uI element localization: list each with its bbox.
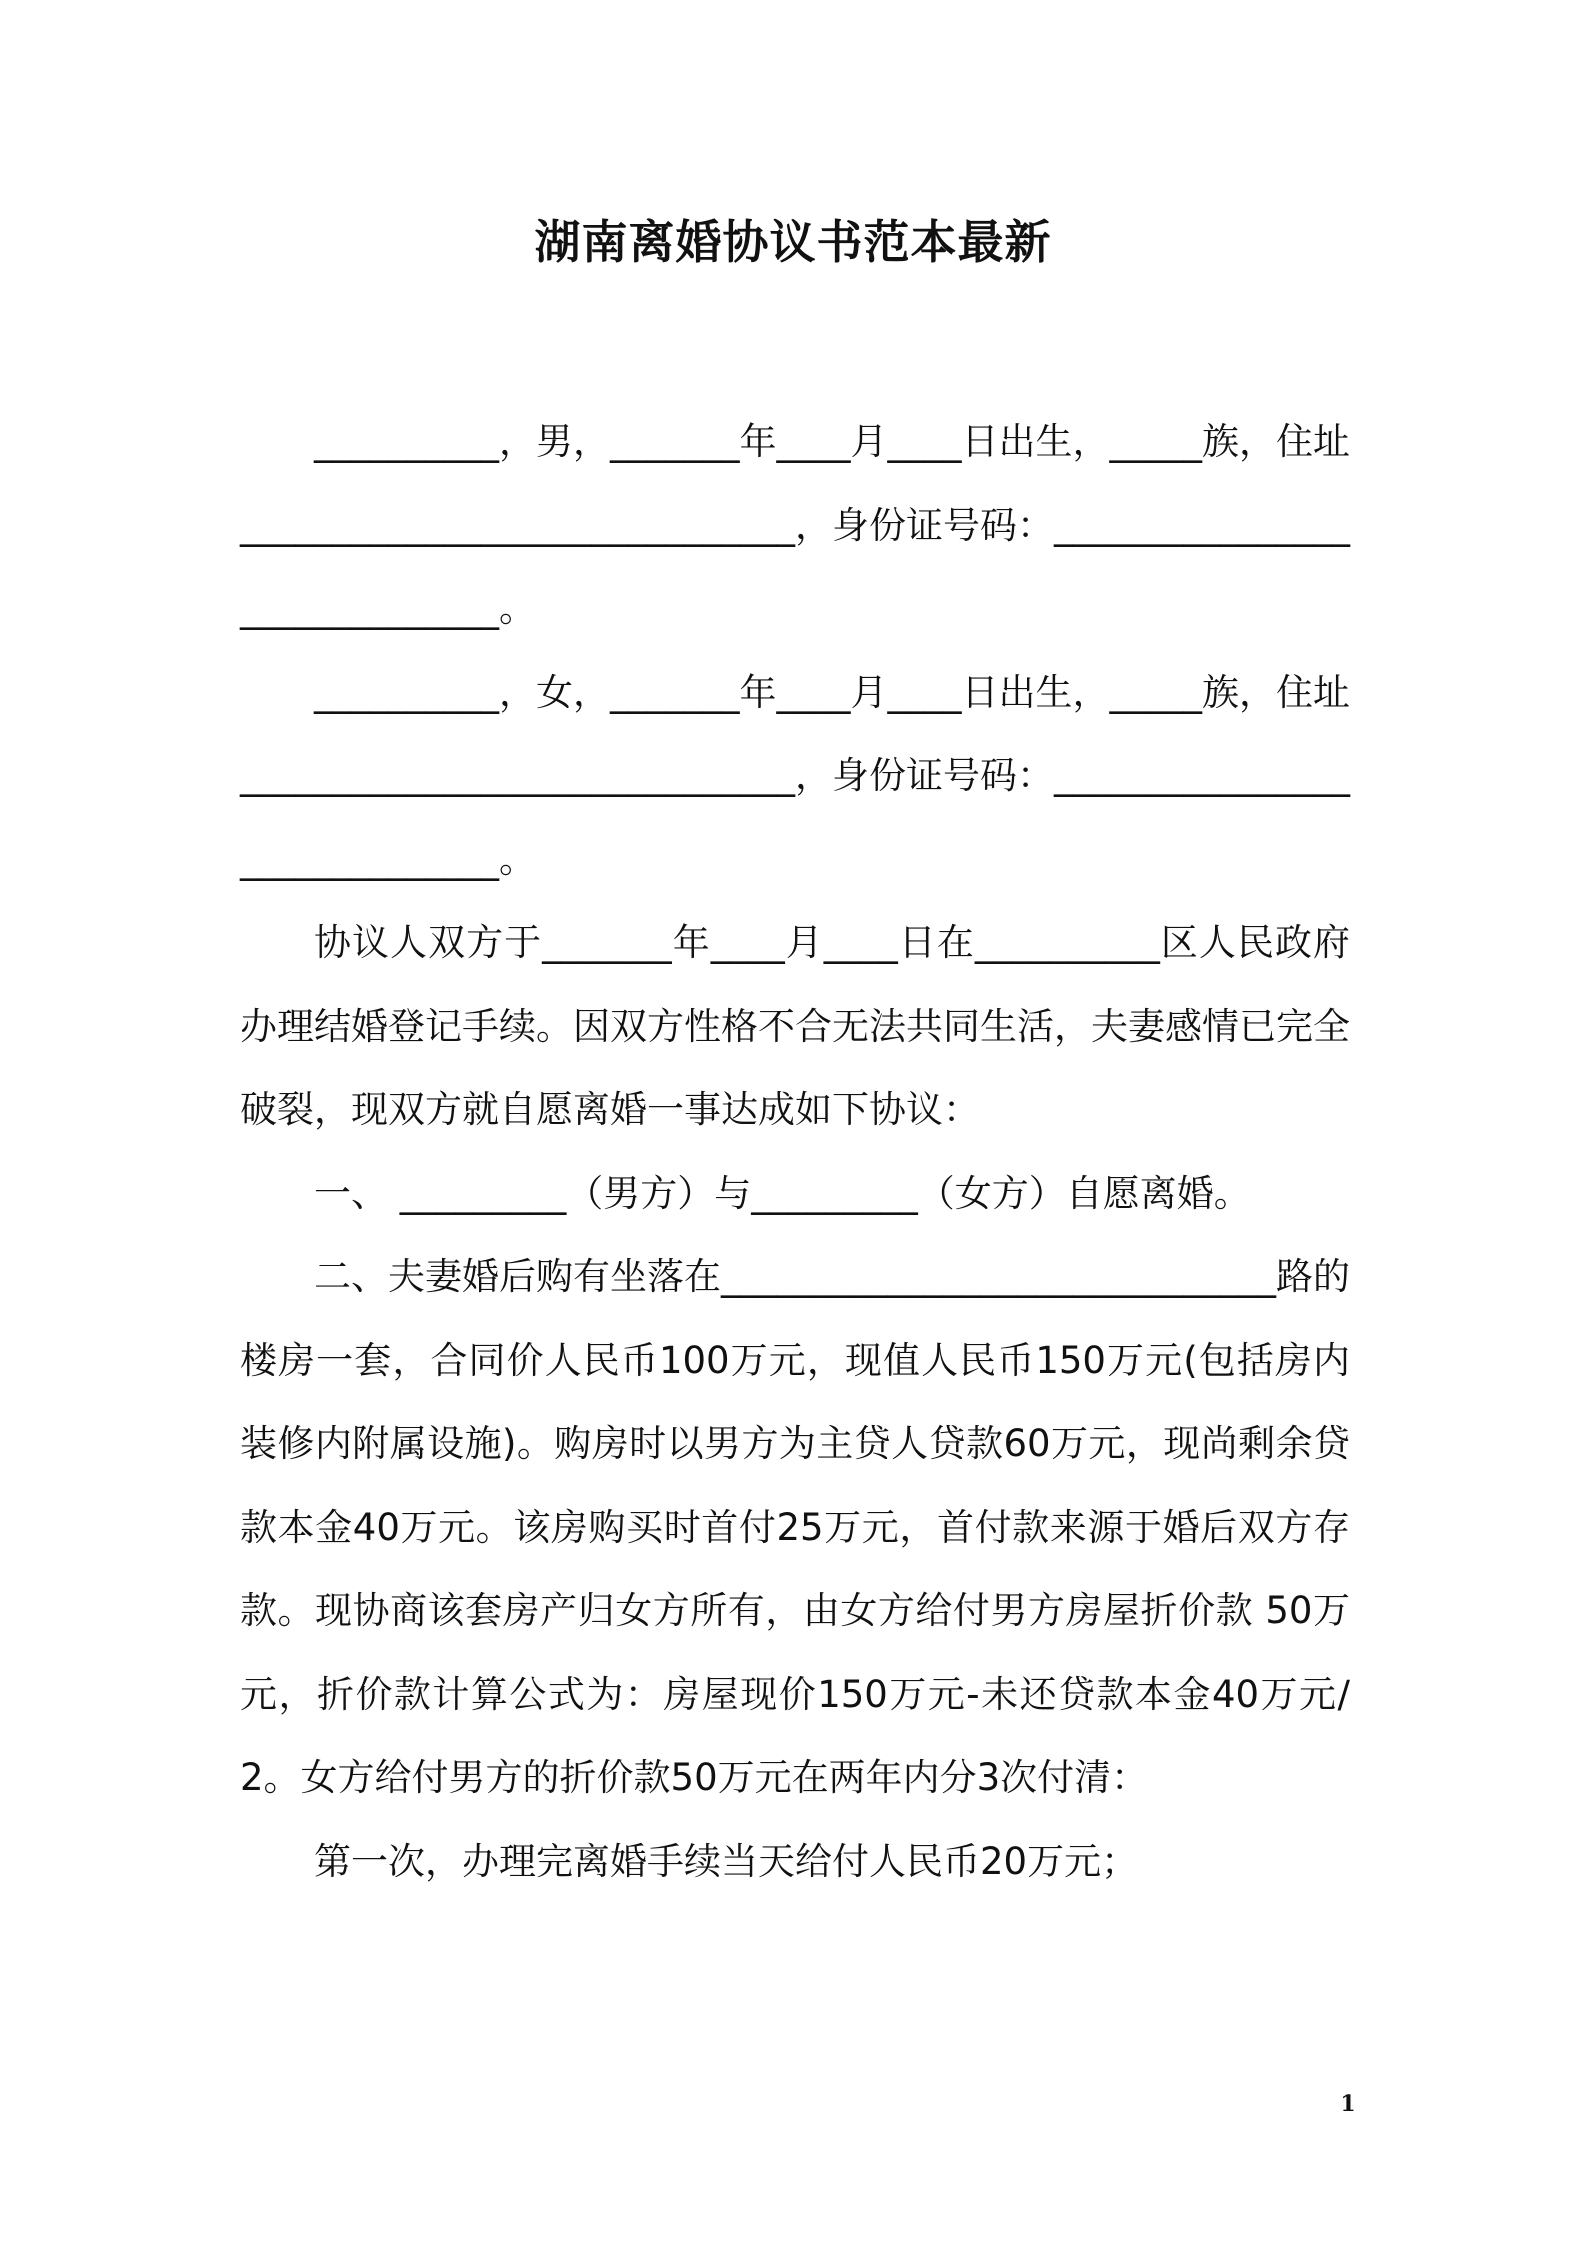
clause-two-property: 二、夫妻婚后购有坐落在______________________________路的楼房一套，合同价人民币100万元，现值人民币150万元(包括房内装修内附属设施)。购房时以男方为主贷人贷款60万元，现尚剩余贷款本金40万元。该房购买时首付25万元，首付款来源于婚后双方存款。现协商该套房产归女方所有，由女方给付男方房屋折价款 50万元，折价款计算公式为：房屋现价150万元-未还贷款本金40万元/2。女方给付男方的折价款50万元在两年内分3次付清：	[240, 1255, 1350, 1799]
payment-first-installment: 第一次，办理完离婚手续当天给付人民币20万元；	[314, 1839, 1139, 1883]
paragraph-wife-info: __________，女，_______年____月____日出生，_____族，住址______________________________，身份证号码：______________________________。	[240, 670, 1350, 881]
paragraph-marriage-registration: 协议人双方于_______年____月____日在__________区人民政府办理结婚登记手续。因双方性格不合无法共同生活，夫妻感情已完全破裂，现双方就自愿离婚一事达成如下协议：	[240, 921, 1350, 1131]
clause-one-voluntary-divorce: 一、 _________（男方）与_________（女方）自愿离婚。	[314, 1171, 1251, 1215]
page-number: 1	[1340, 2091, 1356, 2117]
document-body	[240, 400, 1350, 1903]
paragraph-husband-info: __________，男，_______年____月____日出生，_____族，住址______________________________，身份证号码：______________________________。	[240, 420, 1350, 630]
document-title: 湖南离婚协议书范本最新	[534, 215, 1052, 269]
